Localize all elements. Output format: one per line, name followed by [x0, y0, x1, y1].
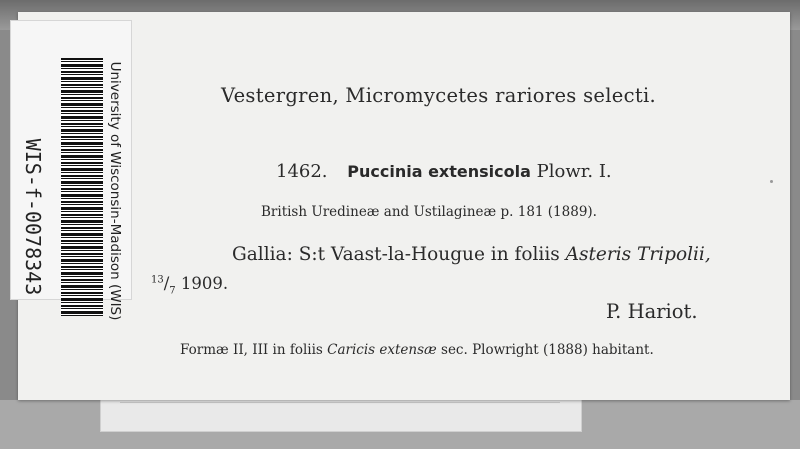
note-host: Caricis extensæ — [327, 342, 437, 358]
collection-title: Vestergren, Micromycetes rariores selecti. — [221, 84, 657, 107]
envelope-fold — [120, 402, 560, 403]
date-month: 7 — [169, 285, 176, 297]
collector: P. Hariot. — [606, 300, 698, 323]
species-name: Puccinia extensicola — [347, 162, 531, 181]
locality-text: Gallia: S:t Vaast-la-Hougue in foliis — [232, 244, 560, 265]
specimen-entry — [276, 161, 612, 182]
catalog-number-text: WIS-f-0078343 — [21, 138, 45, 296]
literature-reference: British Uredineæ and Ustilagineæ p. 181 (1889). — [261, 204, 597, 220]
note-text: Formæ II, III in foliis — [180, 342, 323, 358]
speck — [770, 180, 773, 183]
date-day: 13 — [151, 274, 164, 286]
note-source: sec. Plowright (1888) habitant. — [441, 342, 654, 358]
exsiccata-number: 1462. — [276, 161, 328, 182]
species-author: Plowr. I. — [536, 161, 612, 182]
barcode-image — [61, 58, 103, 316]
institution-name-text: University of Wisconsin-Madison (WIS) — [107, 61, 123, 321]
host-note — [180, 342, 654, 358]
locality — [232, 244, 711, 265]
date-year: 1909. — [180, 274, 229, 293]
host-name: Asteris Tripolii, — [565, 244, 711, 265]
collection-date: $^{13}/_7$ 1909. — [151, 274, 229, 297]
specimen-label — [18, 12, 790, 400]
barcode-label — [10, 20, 132, 321]
